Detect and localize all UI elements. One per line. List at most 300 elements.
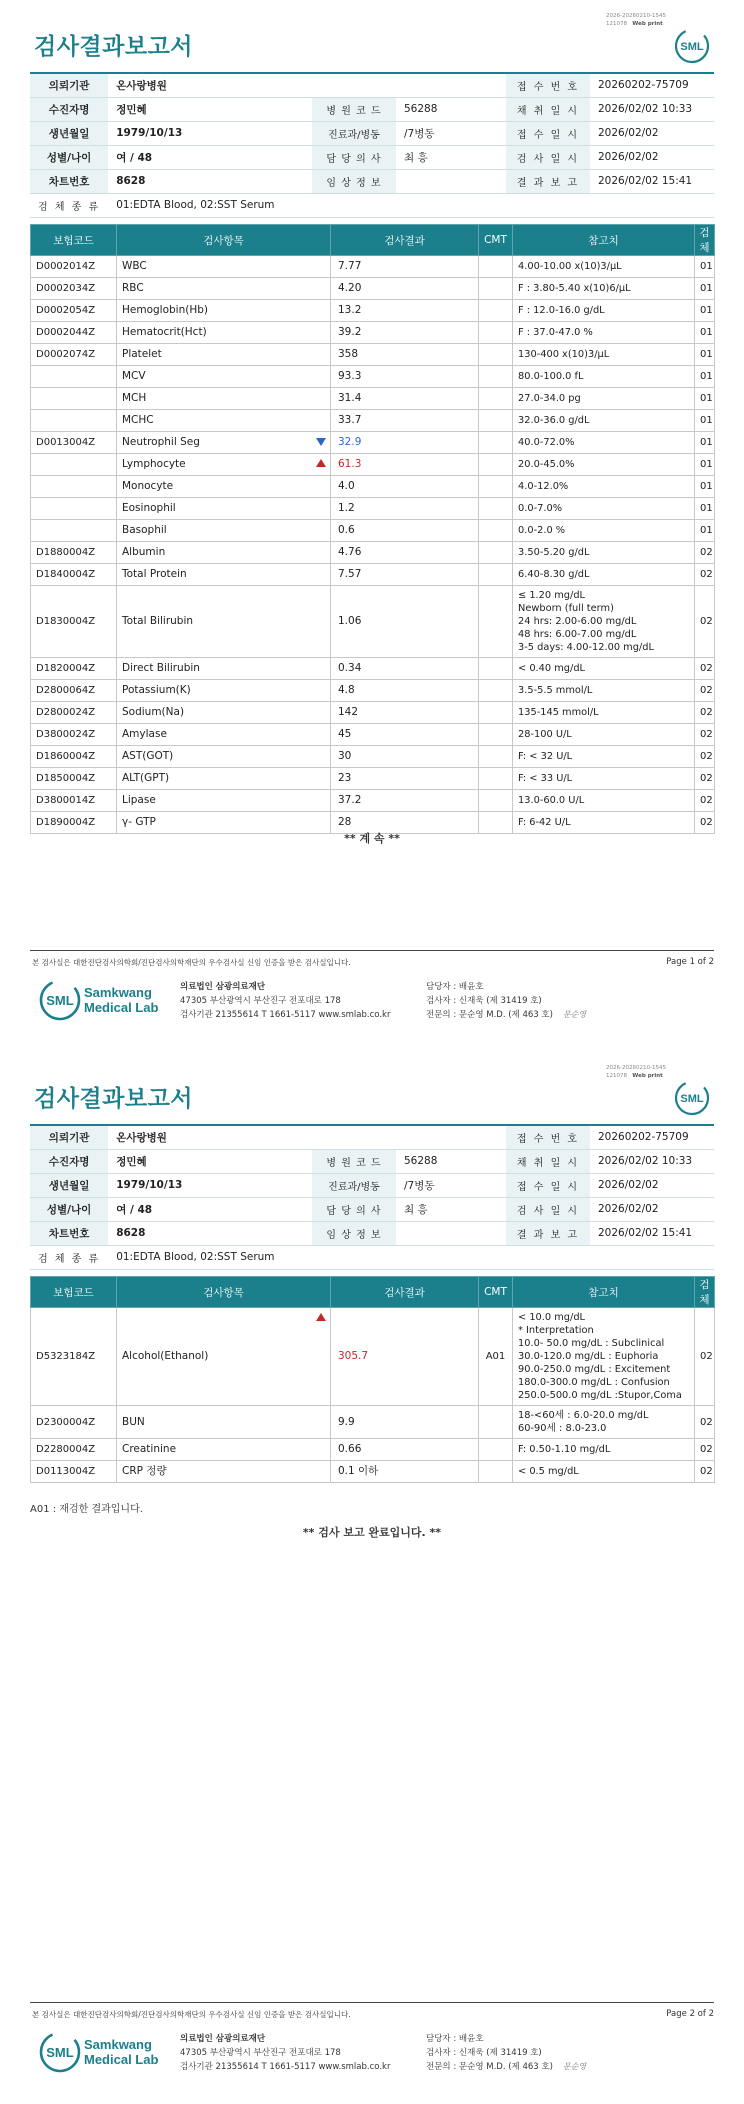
footer-cert: 본 검사실은 대한진단검사의학회/진단검사의학재단의 우수검사실 신임 인증을 받은 검사실입니다. bbox=[32, 958, 351, 967]
insurance-code-cell: D2300004Z bbox=[31, 1406, 117, 1439]
col-header-cmt: CMT bbox=[479, 1277, 513, 1308]
result-cell bbox=[331, 658, 479, 680]
test-item-cell: Lipase bbox=[117, 790, 331, 812]
staff-tester: 검사자 : 신재욱 (제 31419 호) bbox=[426, 2048, 542, 2058]
insurance-code-cell bbox=[31, 454, 117, 476]
table-row bbox=[31, 680, 715, 702]
reference-cell bbox=[513, 1308, 695, 1406]
insurance-code-cell bbox=[31, 388, 117, 410]
reference-line: 32.0-36.0 g/dL bbox=[518, 415, 590, 426]
org-contact: 검사기관 21355614 T 1661-5117 www.smlab.co.kr bbox=[180, 1010, 391, 1020]
tested-label: 검 사 일 시 bbox=[506, 145, 590, 169]
cmt-cell bbox=[479, 256, 513, 278]
reference-cell bbox=[513, 344, 695, 366]
hospital-code-value: 56288 bbox=[396, 97, 506, 121]
name-label: 수진자명 bbox=[30, 97, 108, 121]
result-cell bbox=[331, 680, 479, 702]
result-cell bbox=[331, 476, 479, 498]
result-value: 39.2 bbox=[338, 326, 362, 338]
collected-value: 2026/02/02 10:33 bbox=[590, 1149, 714, 1173]
insurance-code-cell: D2280004Z bbox=[31, 1439, 117, 1461]
specimen-value: 01:EDTA Blood, 02:SST Serum bbox=[108, 1245, 714, 1269]
reference-cell bbox=[513, 702, 695, 724]
cmt-cell bbox=[479, 498, 513, 520]
doctor-value: 최 흥 bbox=[396, 145, 506, 169]
reference-line: Newborn (full term) bbox=[518, 603, 614, 614]
print-meta bbox=[606, 1064, 696, 1080]
result-cell bbox=[331, 542, 479, 564]
staff-manager: 담당자 : 배윤호 bbox=[426, 2034, 484, 2044]
insurance-code-cell: D0002054Z bbox=[31, 300, 117, 322]
result-value: 93.3 bbox=[338, 370, 362, 382]
reference-cell bbox=[513, 410, 695, 432]
table-row bbox=[31, 702, 715, 724]
name-label: 수진자명 bbox=[30, 1149, 108, 1173]
specimen-cell: 02 bbox=[695, 702, 715, 724]
result-value: 32.9 bbox=[338, 436, 362, 448]
test-item-cell: Potassium(K) bbox=[117, 680, 331, 702]
table-row bbox=[31, 432, 715, 454]
patient-info-table bbox=[30, 1124, 714, 1270]
insurance-code-cell: D0002044Z bbox=[31, 322, 117, 344]
result-value: 7.77 bbox=[338, 260, 362, 272]
reference-line: 24 hrs: 2.00-6.00 mg/dL bbox=[518, 616, 637, 627]
table-row bbox=[31, 454, 715, 476]
print-meta-line: 121078 bbox=[606, 21, 627, 27]
test-item-cell: MCH bbox=[117, 388, 331, 410]
result-value: 0.6 bbox=[338, 524, 355, 536]
table-row bbox=[31, 256, 715, 278]
logo-word-2: Medical Lab bbox=[84, 2052, 159, 2067]
staff-tester: 검사자 : 신재욱 (제 31419 호) bbox=[426, 996, 542, 1006]
test-item-cell: Basophil bbox=[117, 520, 331, 542]
footer-staff bbox=[426, 2032, 586, 2074]
cmt-cell bbox=[479, 724, 513, 746]
dept-label: 진료과/병동 bbox=[312, 1173, 396, 1197]
specimen-cell: 02 bbox=[695, 564, 715, 586]
dob-label: 생년월일 bbox=[30, 121, 108, 145]
insurance-code-cell: D1860004Z bbox=[31, 746, 117, 768]
receipt-no-label: 접 수 번 호 bbox=[506, 1125, 590, 1149]
col-header-ref: 참고치 bbox=[513, 225, 695, 256]
insurance-code-cell: D2800064Z bbox=[31, 680, 117, 702]
result-cell bbox=[331, 1308, 479, 1406]
reference-line: F: < 33 U/L bbox=[518, 773, 573, 784]
test-item-cell: Albumin bbox=[117, 542, 331, 564]
result-value: 142 bbox=[338, 706, 359, 718]
result-value: 4.20 bbox=[338, 282, 362, 294]
reference-cell bbox=[513, 256, 695, 278]
reference-cell bbox=[513, 322, 695, 344]
specimen-cell: 01 bbox=[695, 454, 715, 476]
result-value: 4.8 bbox=[338, 684, 355, 696]
cmt-cell bbox=[479, 1439, 513, 1461]
table-row bbox=[31, 1406, 715, 1439]
staff-manager: 담당자 : 배윤호 bbox=[426, 982, 484, 992]
cmt-cell bbox=[479, 366, 513, 388]
specimen-cell: 02 bbox=[695, 724, 715, 746]
table-row bbox=[31, 1461, 715, 1483]
result-value: 30 bbox=[338, 750, 352, 762]
result-cell bbox=[331, 1461, 479, 1483]
insurance-code-cell: D3800014Z bbox=[31, 790, 117, 812]
report-complete-text: ** 검사 보고 완료입니다. ** bbox=[302, 1526, 442, 1539]
cmt-cell bbox=[479, 432, 513, 454]
reference-line: 30.0-120.0 mg/dL : Euphoria bbox=[518, 1351, 659, 1362]
specimen-cell: 01 bbox=[695, 322, 715, 344]
logo-mark-text: SML bbox=[680, 1093, 704, 1105]
reference-line: 3-5 days: 4.00-12.00 mg/dL bbox=[518, 642, 654, 653]
col-header-item: 검사항목 bbox=[117, 1277, 331, 1308]
reference-line: 40.0-72.0% bbox=[518, 437, 575, 448]
result-cell bbox=[331, 300, 479, 322]
reference-cell bbox=[513, 790, 695, 812]
received-value: 2026/02/02 bbox=[590, 1173, 714, 1197]
received-label: 접 수 일 시 bbox=[506, 1173, 590, 1197]
clinical-label: 임 상 정 보 bbox=[312, 1221, 396, 1245]
specimen-cell: 01 bbox=[695, 498, 715, 520]
signature: 문순영 bbox=[562, 1010, 587, 1019]
high-flag-icon bbox=[316, 459, 326, 467]
specimen-cell: 02 bbox=[695, 1439, 715, 1461]
result-cell bbox=[331, 322, 479, 344]
low-flag-icon bbox=[316, 438, 326, 446]
specimen-cell: 01 bbox=[695, 432, 715, 454]
specimen-label: 검 체 종 류 bbox=[30, 193, 108, 217]
reference-cell bbox=[513, 658, 695, 680]
cmt-cell bbox=[479, 790, 513, 812]
received-label: 접 수 일 시 bbox=[506, 121, 590, 145]
reference-cell bbox=[513, 498, 695, 520]
result-cell bbox=[331, 454, 479, 476]
specimen-cell: 02 bbox=[695, 586, 715, 658]
test-item-cell: MCV bbox=[117, 366, 331, 388]
specimen-cell: 02 bbox=[695, 658, 715, 680]
reference-line: 10.0- 50.0 mg/dL : Subclinical bbox=[518, 1338, 665, 1349]
result-cell bbox=[331, 724, 479, 746]
page-number: Page 2 of 2 bbox=[666, 2009, 714, 2019]
cmt-cell bbox=[479, 564, 513, 586]
dob-label: 생년월일 bbox=[30, 1173, 108, 1197]
insurance-code-cell: D1830004Z bbox=[31, 586, 117, 658]
reference-line: 3.50-5.20 g/dL bbox=[518, 547, 590, 558]
table-row bbox=[31, 520, 715, 542]
table-row bbox=[31, 542, 715, 564]
result-cell bbox=[331, 746, 479, 768]
footer-logo bbox=[38, 2030, 160, 2078]
col-header-item: 검사항목 bbox=[117, 225, 331, 256]
reference-line: 27.0-34.0 pg bbox=[518, 393, 581, 404]
reference-line: 3.5-5.5 mmol/L bbox=[518, 685, 593, 696]
reference-line: 4.0-12.0% bbox=[518, 481, 569, 492]
result-cell bbox=[331, 564, 479, 586]
cmt-cell bbox=[479, 454, 513, 476]
staff-specialist: 전문의 : 문순영 M.D. (제 463 호) bbox=[426, 1010, 553, 1020]
insurance-code-cell: D0002014Z bbox=[31, 256, 117, 278]
reference-line: 13.0-60.0 U/L bbox=[518, 795, 585, 806]
table-row bbox=[31, 724, 715, 746]
insurance-code-cell: D1820004Z bbox=[31, 658, 117, 680]
col-header-result: 검사결과 bbox=[331, 1277, 479, 1308]
sml-logo-icon bbox=[674, 1080, 710, 1116]
col-header-cmt: CMT bbox=[479, 225, 513, 256]
insurance-code-cell bbox=[31, 476, 117, 498]
reference-line: 90.0-250.0 mg/dL : Excitement bbox=[518, 1364, 671, 1375]
result-cell bbox=[331, 1406, 479, 1439]
reference-cell bbox=[513, 1439, 695, 1461]
doctor-value: 최 흥 bbox=[396, 1197, 506, 1221]
sex-age-value: 여 / 48 bbox=[108, 1197, 312, 1221]
result-value: 37.2 bbox=[338, 794, 362, 806]
result-value: 28 bbox=[338, 816, 352, 828]
clinical-label: 임 상 정 보 bbox=[312, 169, 396, 193]
reference-cell bbox=[513, 388, 695, 410]
specimen-cell: 02 bbox=[695, 746, 715, 768]
footer-divider bbox=[30, 950, 714, 951]
reference-cell bbox=[513, 366, 695, 388]
result-value: 358 bbox=[338, 348, 359, 360]
reference-cell bbox=[513, 564, 695, 586]
specimen-cell: 02 bbox=[695, 680, 715, 702]
specimen-cell: 02 bbox=[695, 790, 715, 812]
reference-cell bbox=[513, 476, 695, 498]
footnote: A01 : 재검한 결과입니다. bbox=[30, 1504, 143, 1515]
logo-mark-text: SML bbox=[46, 993, 74, 1008]
result-cell bbox=[331, 790, 479, 812]
institution-value: 온사랑병원 bbox=[108, 1125, 506, 1149]
reference-line: < 0.40 mg/dL bbox=[518, 663, 585, 674]
results-table bbox=[30, 224, 715, 834]
test-item-cell: Total Bilirubin bbox=[117, 586, 331, 658]
reference-line: 80.0-100.0 fL bbox=[518, 371, 584, 382]
print-meta-line: 121078 bbox=[606, 1073, 627, 1079]
reference-cell bbox=[513, 586, 695, 658]
test-item-cell: MCHC bbox=[117, 410, 331, 432]
cmt-cell bbox=[479, 1461, 513, 1483]
footer-org bbox=[180, 980, 390, 1022]
reference-cell bbox=[513, 432, 695, 454]
test-item-cell: Alcohol(Ethanol) bbox=[117, 1308, 331, 1406]
report-value: 2026/02/02 15:41 bbox=[590, 169, 714, 193]
insurance-code-cell: D3800024Z bbox=[31, 724, 117, 746]
cmt-cell bbox=[479, 278, 513, 300]
result-value: 31.4 bbox=[338, 392, 362, 404]
cmt-cell bbox=[479, 746, 513, 768]
specimen-cell: 01 bbox=[695, 256, 715, 278]
reference-cell bbox=[513, 724, 695, 746]
page-number: Page 1 of 2 bbox=[666, 957, 714, 967]
specimen-cell: 02 bbox=[695, 768, 715, 790]
result-cell bbox=[331, 432, 479, 454]
specimen-cell: 02 bbox=[695, 1406, 715, 1439]
hospital-code-label: 병 원 코 드 bbox=[312, 1149, 396, 1173]
insurance-code-cell: D1890004Z bbox=[31, 812, 117, 834]
reference-line: 0.0-7.0% bbox=[518, 503, 563, 514]
reference-cell bbox=[513, 746, 695, 768]
institution-label: 의뢰기관 bbox=[30, 73, 108, 97]
test-item-cell: Lymphocyte bbox=[117, 454, 331, 476]
logo-word-1: Samkwang bbox=[84, 985, 152, 1000]
specimen-cell: 02 bbox=[695, 542, 715, 564]
doctor-label: 담 당 의 사 bbox=[312, 1197, 396, 1221]
result-cell bbox=[331, 410, 479, 432]
result-cell bbox=[331, 586, 479, 658]
reference-line: 60-90세 : 8.0-23.0 bbox=[518, 1423, 607, 1434]
logo-mark-text: SML bbox=[680, 41, 704, 53]
sml-logo-icon bbox=[38, 2030, 82, 2074]
cmt-cell bbox=[479, 702, 513, 724]
reference-cell bbox=[513, 680, 695, 702]
chart-label: 차트번호 bbox=[30, 169, 108, 193]
reference-line: < 0.5 mg/dL bbox=[518, 1466, 579, 1477]
print-meta bbox=[606, 12, 696, 28]
result-cell bbox=[331, 388, 479, 410]
footer-cert: 본 검사실은 대한진단검사의학회/진단검사의학재단의 우수검사실 신임 인증을 받은 검사실입니다. bbox=[32, 2010, 351, 2019]
sml-logo-icon bbox=[38, 978, 82, 1022]
result-value: 7.57 bbox=[338, 568, 362, 580]
insurance-code-cell: D1880004Z bbox=[31, 542, 117, 564]
receipt-no-value: 20260202-75709 bbox=[590, 73, 714, 97]
cmt-cell bbox=[479, 520, 513, 542]
reference-line: F: < 32 U/L bbox=[518, 751, 573, 762]
reference-line: F : 37.0-47.0 % bbox=[518, 327, 593, 338]
cmt-cell: A01 bbox=[479, 1308, 513, 1406]
dept-value: /7병동 bbox=[396, 121, 506, 145]
reference-line: 6.40-8.30 g/dL bbox=[518, 569, 590, 580]
specimen-cell: 01 bbox=[695, 388, 715, 410]
test-item-cell: AST(GOT) bbox=[117, 746, 331, 768]
col-header-code: 보험코드 bbox=[31, 1277, 117, 1308]
tested-value: 2026/02/02 bbox=[590, 145, 714, 169]
result-cell bbox=[331, 256, 479, 278]
reference-cell bbox=[513, 300, 695, 322]
name-value: 정민혜 bbox=[108, 97, 312, 121]
test-item-cell: Hemoglobin(Hb) bbox=[117, 300, 331, 322]
reference-line: 180.0-300.0 mg/dL : Confusion bbox=[518, 1377, 670, 1388]
org-name: 의료법인 삼광의료재단 bbox=[180, 982, 266, 992]
staff-specialist: 전문의 : 문순영 M.D. (제 463 호) bbox=[426, 2062, 553, 2072]
chart-value: 8628 bbox=[108, 1221, 312, 1245]
result-value: 9.9 bbox=[338, 1415, 355, 1428]
dob-value: 1979/10/13 bbox=[108, 1173, 312, 1197]
table-row bbox=[31, 366, 715, 388]
test-item-cell: WBC bbox=[117, 256, 331, 278]
report-page-2 bbox=[0, 1052, 744, 2104]
cmt-cell bbox=[479, 542, 513, 564]
result-value: 33.7 bbox=[338, 414, 362, 426]
specimen-label: 검 체 종 류 bbox=[30, 1245, 108, 1269]
org-address: 47305 부산광역시 부산진구 전포대로 178 bbox=[180, 996, 341, 1006]
table-row bbox=[31, 658, 715, 680]
org-name: 의료법인 삼광의료재단 bbox=[180, 2034, 266, 2044]
result-cell bbox=[331, 366, 479, 388]
table-row bbox=[31, 278, 715, 300]
continued-text: ** 계 속 ** bbox=[344, 832, 400, 845]
dob-value: 1979/10/13 bbox=[108, 121, 312, 145]
reference-line: F: 6-42 U/L bbox=[518, 817, 571, 828]
specimen-cell: 02 bbox=[695, 1308, 715, 1406]
result-cell bbox=[331, 768, 479, 790]
reference-line: 130-400 x(10)3/μL bbox=[518, 349, 610, 360]
cmt-cell bbox=[479, 410, 513, 432]
reference-line: 48 hrs: 6.00-7.00 mg/dL bbox=[518, 629, 637, 640]
reference-line: 250.0-500.0 mg/dL :Stupor,Coma bbox=[518, 1390, 682, 1401]
cmt-cell bbox=[479, 388, 513, 410]
table-row bbox=[31, 388, 715, 410]
footer-divider bbox=[30, 2002, 714, 2003]
received-value: 2026/02/02 bbox=[590, 121, 714, 145]
org-contact: 검사기관 21355614 T 1661-5117 www.smlab.co.kr bbox=[180, 2062, 391, 2072]
result-cell bbox=[331, 520, 479, 542]
reference-line: 0.0-2.0 % bbox=[518, 525, 566, 536]
receipt-no-value: 20260202-75709 bbox=[590, 1125, 714, 1149]
result-value: 13.2 bbox=[338, 304, 362, 316]
insurance-code-cell: D0002034Z bbox=[31, 278, 117, 300]
reference-cell bbox=[513, 1461, 695, 1483]
specimen-cell: 01 bbox=[695, 520, 715, 542]
col-header-spec: 검체 bbox=[695, 1277, 715, 1308]
logo-word-1: Samkwang bbox=[84, 2037, 152, 2052]
result-cell bbox=[331, 278, 479, 300]
reference-line: ≤ 1.20 mg/dL bbox=[518, 590, 585, 601]
sex-age-value: 여 / 48 bbox=[108, 145, 312, 169]
institution-value: 온사랑병원 bbox=[108, 73, 506, 97]
insurance-code-cell: D0113004Z bbox=[31, 1461, 117, 1483]
print-meta-label: Web print bbox=[632, 21, 663, 27]
cmt-cell bbox=[479, 658, 513, 680]
table-row bbox=[31, 498, 715, 520]
cmt-cell bbox=[479, 768, 513, 790]
reference-line: F : 3.80-5.40 x(10)6/μL bbox=[518, 283, 631, 294]
reference-line: F: 0.50-1.10 mg/dL bbox=[518, 1444, 611, 1455]
cmt-cell bbox=[479, 322, 513, 344]
collected-label: 채 취 일 시 bbox=[506, 1149, 590, 1173]
org-address: 47305 부산광역시 부산진구 전포대로 178 bbox=[180, 2048, 341, 2058]
reference-cell bbox=[513, 454, 695, 476]
test-item-cell: γ- GTP bbox=[117, 812, 331, 834]
receipt-no-label: 접 수 번 호 bbox=[506, 73, 590, 97]
chart-label: 차트번호 bbox=[30, 1221, 108, 1245]
print-meta-label: Web print bbox=[632, 1073, 663, 1079]
result-value: 4.76 bbox=[338, 546, 362, 558]
cmt-cell bbox=[479, 680, 513, 702]
result-value: 305.7 bbox=[338, 1350, 369, 1362]
sex-age-label: 성별/나이 bbox=[30, 145, 108, 169]
result-value: 0.1 이하 bbox=[338, 1465, 379, 1477]
specimen-cell: 01 bbox=[695, 300, 715, 322]
table-row bbox=[31, 476, 715, 498]
doctor-label: 담 당 의 사 bbox=[312, 145, 396, 169]
reference-cell bbox=[513, 542, 695, 564]
table-row bbox=[31, 1308, 715, 1406]
insurance-code-cell: D1850004Z bbox=[31, 768, 117, 790]
col-header-ref: 참고치 bbox=[513, 1277, 695, 1308]
col-header-result: 검사결과 bbox=[331, 225, 479, 256]
specimen-cell: 01 bbox=[695, 476, 715, 498]
specimen-value: 01:EDTA Blood, 02:SST Serum bbox=[108, 193, 714, 217]
specimen-cell: 01 bbox=[695, 344, 715, 366]
test-item-cell: Neutrophil Seg bbox=[117, 432, 331, 454]
page-title: 검사결과보고서 bbox=[34, 1086, 194, 1112]
reference-cell bbox=[513, 768, 695, 790]
table-row bbox=[31, 768, 715, 790]
reference-line: < 10.0 mg/dL bbox=[518, 1312, 585, 1323]
col-header-spec: 검체 bbox=[695, 225, 715, 256]
insurance-code-cell: D5323184Z bbox=[31, 1308, 117, 1406]
logo-mark-text: SML bbox=[46, 2045, 74, 2060]
clinical-value bbox=[396, 169, 506, 193]
table-row bbox=[31, 344, 715, 366]
